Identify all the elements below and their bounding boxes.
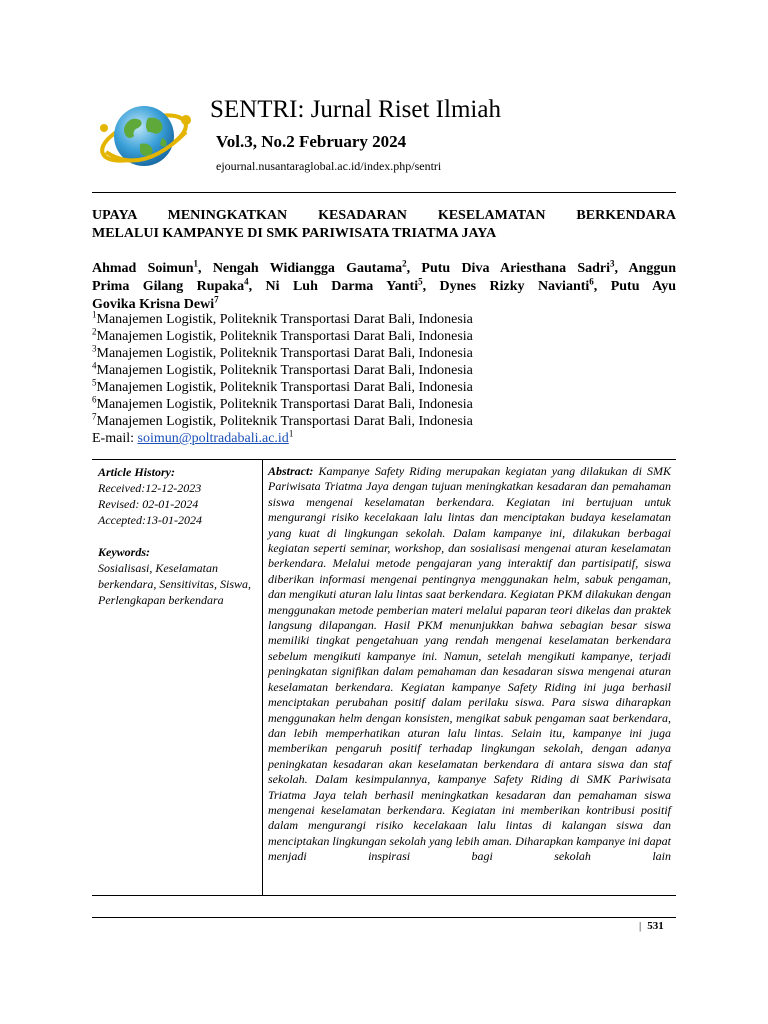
affiliation-list — [92, 311, 676, 430]
author-name-part: Govika Krisna Dewi — [92, 297, 215, 312]
affiliation-sup: 2 — [92, 326, 97, 337]
email-line — [92, 430, 293, 447]
email-label: E-mail: — [92, 431, 134, 446]
author-sup: 2 — [402, 258, 407, 269]
affiliation-text: Manajemen Logistik, Politeknik Transportasi Darat Bali, Indonesia — [96, 329, 473, 344]
author-line-2: Prima Gilang Rupaka$^4$, Ni Luh Darma Yanti$^5$, Dynes Rizky Navianti$^6$, Putu Ayu — [92, 276, 677, 294]
accepted-date: Accepted:13-01-2024 — [98, 513, 202, 527]
page-number: 531 — [647, 920, 664, 932]
page-number-footer — [639, 920, 664, 932]
affiliation-text: Manajemen Logistik, Politeknik Transportasi Darat Bali, Indonesia — [96, 346, 473, 361]
article-history-heading: Article History: — [98, 465, 175, 479]
affiliation-item — [92, 379, 676, 396]
author-sup: 7 — [214, 294, 219, 305]
globe-logo-icon — [96, 94, 192, 178]
author-sup: 1 — [193, 258, 199, 269]
author-name-part: Anggun — [628, 261, 676, 276]
keywords-heading: Keywords: — [98, 545, 150, 559]
affiliation-item — [92, 413, 676, 430]
affiliation-sup: 7 — [92, 411, 97, 422]
affiliation-item — [92, 345, 676, 362]
article-info-box — [92, 459, 676, 896]
revised-date: Revised: 02-01-2024 — [98, 497, 199, 511]
affiliation-sup: 1 — [92, 309, 97, 320]
affiliation-item — [92, 362, 676, 379]
affiliation-text: Manajemen Logistik, Politeknik Transportasi Darat Bali, Indonesia — [96, 312, 473, 327]
affiliation-text: Manajemen Logistik, Politeknik Transportasi Darat Bali, Indonesia — [96, 363, 473, 378]
journal-url[interactable]: ejournal.nusantaraglobal.ac.id/index.php/sentri — [216, 159, 442, 173]
received-date: Received:12-12-2023 — [98, 481, 202, 495]
author-sup: 5 — [418, 276, 423, 287]
article-title-line-2: MELALUI KAMPANYE DI SMK PARIWISATA TRIATMA JAYA — [92, 226, 497, 241]
email-link[interactable]: soimun@poltradabali.ac.id — [137, 431, 289, 446]
author-name-part: Prima Gilang Rupaka — [92, 279, 245, 294]
header-divider — [92, 192, 676, 193]
footer-divider — [92, 917, 676, 918]
author-name: Ahmad Soimun — [92, 261, 194, 276]
affiliation-sup: 5 — [92, 377, 97, 388]
author-name: Dynes Rizky Navianti — [439, 279, 590, 294]
affiliation-item — [92, 311, 676, 328]
author-sup: 4 — [244, 276, 249, 287]
author-name: Putu Diva Ariesthana Sadri — [421, 261, 611, 276]
article-title-line-1: UPAYA MENINGKATKAN KESADARAN KESELAMATAN BERKENDARA — [92, 208, 676, 223]
affiliation-item — [92, 328, 676, 345]
affiliation-sup: 3 — [92, 343, 97, 354]
journal-volume: Vol.3, No.2 February 2024 — [216, 132, 407, 151]
author-list — [92, 260, 676, 314]
affiliation-sup: 6 — [92, 394, 97, 405]
article-title — [92, 207, 676, 243]
author-name-part: Putu Ayu — [610, 279, 677, 294]
affiliation-text: Manajemen Logistik, Politeknik Transportasi Darat Bali, Indonesia — [96, 414, 473, 429]
article-info-sidebar — [92, 460, 263, 895]
abstract — [268, 464, 671, 865]
affiliation-sup: 4 — [92, 360, 97, 371]
abstract-label: Abstract: — [268, 464, 314, 478]
affiliation-text: Manajemen Logistik, Politeknik Transportasi Darat Bali, Indonesia — [96, 397, 473, 412]
author-sup: 3 — [610, 258, 615, 269]
affiliation-text: Manajemen Logistik, Politeknik Transportasi Darat Bali, Indonesia — [96, 380, 473, 395]
author-name: Nengah Widiangga Gautama — [212, 261, 403, 276]
journal-title: SENTRI: Jurnal Riset Ilmiah — [210, 96, 501, 123]
abstract-text: Kampanye Safety Riding merupakan kegiatan yang dilakukan di SMK Pariwisata Triatma Jaya dengan tujuan meningkatkan kesadaran dan pemahaman siswa mengenai keselamatan berkendara. Kegiatan ini bertujuan untuk mengurangi risiko kecelakaan lalu lintas dan menciptakan budaya keselamatan yang kuat di lingkungan sekolah. Dalam kampanye ini, dilakukan berbagai kegiatan seperti seminar, workshop, dan sosialisasi mengenai aturan keselamatan berkendara. Melalui metode pengajaran yang interaktif dan partisipatif, siswa diberikan informasi mengenai pentingnya menggunakan helm, sabuk pengaman, dan mengikuti aturan lalu lintas saat berkendara. Kegiatan PKM dilakukan dengan menggunakan metode pemberian materi melalui paparan teori dikelas dan praktek langsung dilapangan. Hasil PKM menunjukkan bahwa sebagian besar siswa memiliki tingkat pengetahuan yang rendah mengenai keselamatan berkendara sebelum mengikuti kampanye ini. Namun, setelah mengikuti kampanye, terjadi peningkatan signifikan dalam pemahaman dan kesadaran siswa mengenai aturan keselamatan berkendara. Kegiatan kampanye Safety Riding ini juga berhasil menciptakan perubahan positif dalam perilaku siswa. Para siswa diharapkan menggunakan helm dengan konsisten, mengikat sabuk pengaman saat berkendara, dan lebih memperhatikan aturan lalu lintas. Selain itu, kampanye ini juga memberikan pengaruh positif terhadap lingkungan sekolah, dengan adanya peningkatan kesadaran akan keselamatan berkendara di antara siswa dan staf sekolah. Dalam kesimpulannya, kampanye Safety Riding di SMK Pariwisata Triatma Jaya telah berhasil meningkatkan kesadaran dan pemahaman siswa mengenai keselamatan berkendara. Kegiatan ini memberikan kontribusi positif dalam mengurangi risiko kecelakaan lalu lintas di kalangan siswa dan menciptakan lingkungan sekolah yang lebih aman. Diharapkan kampanye ini dapat menjadi inspirasi bagi sekolah lain — [268, 464, 672, 864]
keywords-text: Sosialisasi, Keselamatan berkendara, Sensitivitas, Siswa, Perlengkapan berkendara — [98, 561, 251, 607]
author-sup: 6 — [589, 276, 594, 287]
page-separator: | — [639, 920, 642, 932]
affiliation-item — [92, 396, 676, 413]
author-name: Ni Luh Darma Yanti — [265, 279, 419, 294]
author-line-1: Ahmad Soimun$^1$, Nengah Widiangga Gautama$^2$, Putu Diva Ariesthana Sadri$^3$, Anggun — [92, 258, 676, 276]
email-sup: 1 — [288, 428, 294, 439]
